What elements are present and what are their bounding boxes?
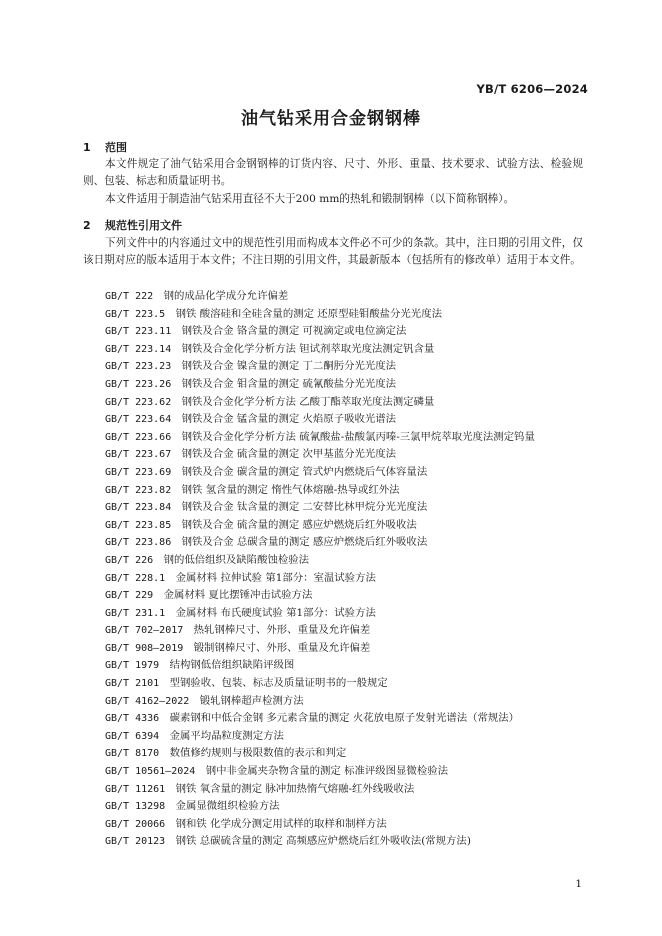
reference-code: GB/T 20066 [105, 818, 166, 830]
reference-code: GB/T 223.85 [105, 519, 172, 531]
reference-title: 钢铁及合金化学分析方法 硫氰酸盐-盐酸氯丙嗪-三氯甲烷萃取光度法测定钨量 [181, 430, 535, 443]
references-intro-paragraph: 下列文件中的内容通过文中的规范性引用而构成本文件必不可少的条款。其中，注日期的引用文件，仅该日期对应的版本适用于本文件；不注日期的引用文件，其最新版本（包括所有的修改单）适用于本文件。 [83, 237, 583, 266]
scope-paragraph-1: 本文件规定了油气钻采用合金钢钢棒的订货内容、尺寸、外形、重量、技术要求、试验方法、检验规则、包装、标志和质量证明书。 [83, 158, 583, 187]
reference-item [83, 833, 588, 851]
document-title: 油气钻采用合金钢钢棒 [241, 109, 421, 129]
reference-item [83, 605, 588, 623]
reference-code: GB/T 223.86 [105, 537, 172, 549]
reference-item [83, 376, 588, 394]
reference-code: GB/T 13298 [105, 801, 166, 813]
reference-item [83, 693, 588, 711]
reference-title: 钢铁及合金 钛含量的测定 二安替比林甲烷分光光度法 [181, 501, 428, 514]
reference-code: GB/T 8170 [105, 748, 160, 760]
reference-item [83, 675, 588, 693]
reference-title: 金属材料 拉伸试验 第1部分：室温试验方法 [175, 571, 376, 584]
reference-title: 金属平均晶粒度测定方法 [169, 729, 284, 742]
reference-item [83, 499, 588, 517]
reference-title: 钢的成品化学成分允许偏差 [163, 290, 289, 302]
reference-title: 金属显微组织检验方法 [175, 800, 280, 813]
section-heading-scope [83, 139, 127, 155]
reference-item [83, 816, 588, 834]
reference-item [83, 446, 588, 464]
reference-title: 锻制钢棒尺寸、外形、重量及允许偏差 [193, 641, 371, 654]
reference-item [83, 552, 588, 570]
reference-item [83, 341, 588, 359]
reference-title: 钢铁 总碳硫含量的测定 高频感应炉燃烧后红外吸收法(常规方法) [175, 835, 471, 848]
reference-code: GB/T 2101 [105, 678, 160, 690]
reference-item [83, 728, 588, 746]
reference-item [83, 323, 588, 341]
reference-code: GB/T 223.69 [105, 466, 172, 478]
reference-item [83, 657, 588, 675]
reference-code: GB/T 6394 [105, 730, 160, 742]
reference-code: GB/T 226 [105, 554, 154, 566]
reference-item [83, 622, 588, 640]
reference-title: 钢铁及合金 钼含量的测定 硫氰酸盐分光光度法 [181, 377, 397, 390]
reference-title: 钢铁及合金 硫含量的测定 感应炉燃烧后红外吸收法 [181, 518, 417, 531]
reference-item [83, 517, 588, 535]
section-heading-normative-references [83, 217, 182, 233]
reference-title: 钢铁及合金 碳含量的测定 管式炉内燃烧后气体容量法 [181, 465, 428, 478]
reference-title: 钢铁及合金 镍含量的测定 丁二酮肟分光光度法 [181, 360, 397, 373]
reference-title: 钢铁及合金 铬含量的测定 可视滴定或电位滴定法 [181, 325, 407, 338]
scope-paragraph-2: 本文件适用于制造油气钻采用直径不大于200 mm的热轧和锻制钢棒（以下简称钢棒）。 [105, 193, 515, 205]
reference-code: GB/T 223.14 [105, 343, 172, 355]
reference-title: 钢铁 氢含量的测定 惰性气体熔融-热导或红外法 [181, 483, 400, 496]
reference-code: GB/T 702—2017 [105, 625, 184, 637]
reference-code: GB/T 11261 [105, 783, 166, 795]
section-number: 2 [83, 219, 91, 232]
reference-code: GB/T 223.23 [105, 361, 172, 373]
reference-title: 钢铁及合金 锰含量的测定 火焰原子吸收光谱法 [181, 413, 397, 426]
reference-code: GB/T 223.66 [105, 431, 172, 443]
reference-code: GB/T 908—2019 [105, 642, 184, 654]
reference-title: 热轧钢棒尺寸、外形、重量及允许偏差 [193, 624, 371, 637]
reference-code: GB/T 223.67 [105, 449, 172, 461]
reference-code: GB/T 223.64 [105, 414, 172, 426]
reference-code: GB/T 4336 [105, 713, 160, 725]
reference-code: GB/T 229 [105, 590, 154, 602]
section-title: 范围 [105, 141, 127, 154]
reference-item [83, 570, 588, 588]
reference-code: GB/T 228.1 [105, 572, 166, 584]
reference-code: GB/T 4162—2022 [105, 695, 190, 707]
reference-title: 钢中非金属夹杂物含量的测定 标准评级图显微检验法 [205, 765, 448, 778]
reference-title: 金属材料 布氏硬度试验 第1部分：试验方法 [175, 606, 376, 619]
reference-item [83, 798, 588, 816]
reference-code: GB/T 10561—2024 [105, 766, 196, 778]
reference-title: 钢铁及合金化学分析方法 钽试剂萃取光度法测定钒含量 [181, 342, 435, 355]
reference-code: GB/T 222 [105, 291, 154, 302]
reference-code: GB/T 223.11 [105, 326, 172, 338]
reference-title: 钢铁 酸溶硅和全硅含量的测定 还原型硅钼酸盐分光光度法 [175, 307, 442, 320]
reference-code: GB/T 223.5 [105, 308, 166, 320]
reference-title: 钢铁及合金化学分析方法 乙酸丁酯萃取光度法测定磷量 [181, 395, 435, 408]
reference-title: 碳素钢和中低合金钢 多元素含量的测定 火花放电原子发射光谱法（常规法） [169, 712, 520, 725]
reference-item [83, 358, 588, 376]
reference-item [83, 429, 588, 447]
standard-code: YB/T 6206—2024 [476, 82, 588, 96]
reference-title: 结构钢低倍组织缺陷评级图 [169, 659, 295, 672]
reference-title: 钢的低倍组织及缺陷酸蚀检验法 [163, 553, 310, 566]
section-title: 规范性引用文件 [105, 219, 182, 232]
reference-item [83, 763, 588, 781]
reference-item [83, 710, 588, 728]
reference-title: 钢铁及合金 硫含量的测定 次甲基蓝分光光度法 [181, 448, 397, 461]
reference-title: 数值修约规则与极限数值的表示和判定 [169, 747, 347, 760]
reference-title: 钢铁 氧含量的测定 脉冲加热惰气熔融-红外线吸收法 [175, 782, 415, 795]
reference-item [83, 640, 588, 658]
reference-item [83, 464, 588, 482]
reference-item [83, 781, 588, 799]
reference-code: GB/T 223.84 [105, 502, 172, 514]
reference-title: 锻轧钢棒超声检测方法 [199, 694, 304, 707]
reference-item [83, 288, 588, 306]
reference-title: 钢和铁 化学成分测定用试样的取样和制样方法 [175, 817, 387, 830]
reference-list [83, 288, 588, 851]
reference-item [83, 306, 588, 324]
section-number: 1 [83, 141, 91, 154]
reference-code: GB/T 223.62 [105, 396, 172, 408]
reference-item [83, 587, 588, 605]
reference-item [83, 411, 588, 429]
page-number: 1 [575, 878, 582, 890]
reference-code: GB/T 231.1 [105, 607, 166, 619]
reference-code: GB/T 20123 [105, 836, 166, 848]
reference-item [83, 482, 588, 500]
reference-title: 型钢验收、包装、标志及质量证明书的一般规定 [169, 677, 388, 690]
reference-code: GB/T 1979 [105, 660, 160, 672]
reference-item [83, 394, 588, 412]
reference-code: GB/T 223.26 [105, 378, 172, 390]
reference-title: 钢铁及合金 总碳含量的测定 感应炉燃烧后红外吸收法 [181, 536, 428, 549]
reference-item [83, 745, 588, 763]
reference-title: 金属材料 夏比摆锤冲击试验方法 [163, 589, 313, 602]
reference-item [83, 534, 588, 552]
reference-code: GB/T 223.82 [105, 484, 172, 496]
